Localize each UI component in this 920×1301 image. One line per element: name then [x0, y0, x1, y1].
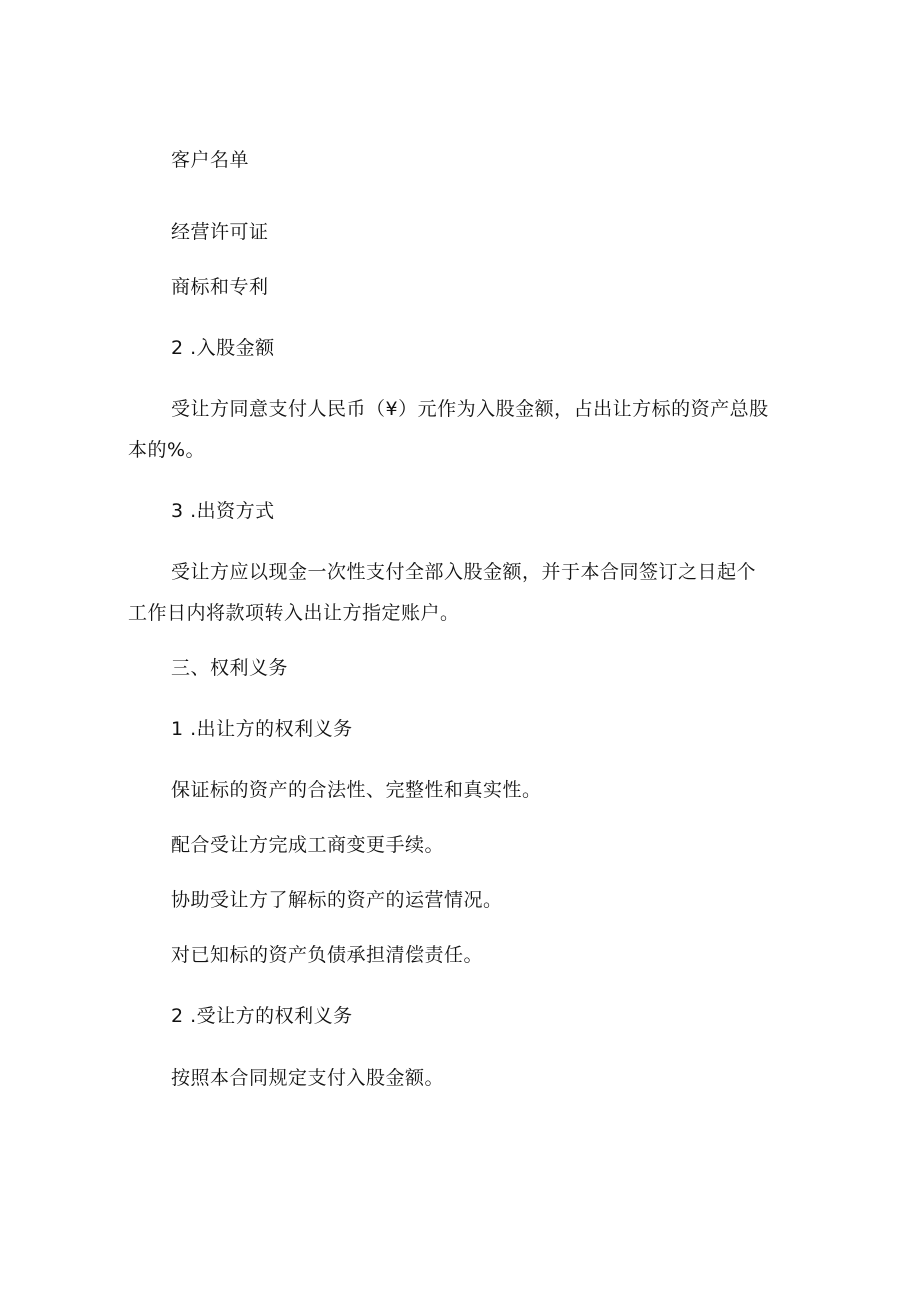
subsection-1-item-4: 对已知标的资产负债承担清偿责任。: [171, 944, 484, 966]
subsection-1-title: 1 .出让方的权利义务: [171, 718, 353, 740]
asset-item-business-license: 经营许可证: [171, 221, 269, 243]
section-3-body-line-2: 工作日内将款项转入出让方指定账户。: [128, 602, 460, 624]
section-2-body-line-1: 受让方同意支付人民币（¥）元作为入股金额，占出让方标的资产总股: [171, 398, 769, 420]
subsection-1-item-3: 协助受让方了解标的资产的运营情况。: [171, 889, 503, 911]
subsection-2-item-1: 按照本合同规定支付入股金额。: [171, 1067, 445, 1089]
asset-item-trademark-patent: 商标和专利: [171, 276, 269, 298]
subsection-1-item-2: 配合受让方完成工商变更手续。: [171, 834, 445, 856]
subsection-1-item-1: 保证标的资产的合法性、完整性和真实性。: [171, 779, 542, 801]
asset-item-customer-list: 客户名单: [171, 149, 250, 171]
section-2-body-line-2: 本的%。: [128, 439, 206, 461]
chapter-3-title: 三、权利义务: [171, 657, 289, 679]
section-3-title: 3 .出资方式: [171, 500, 275, 522]
section-3-body-line-1: 受让方应以现金一次性支付全部入股金额，并于本合同签订之日起个: [171, 561, 757, 583]
section-2-title: 2 .入股金额: [171, 337, 275, 359]
subsection-2-title: 2 .受让方的权利义务: [171, 1005, 353, 1027]
